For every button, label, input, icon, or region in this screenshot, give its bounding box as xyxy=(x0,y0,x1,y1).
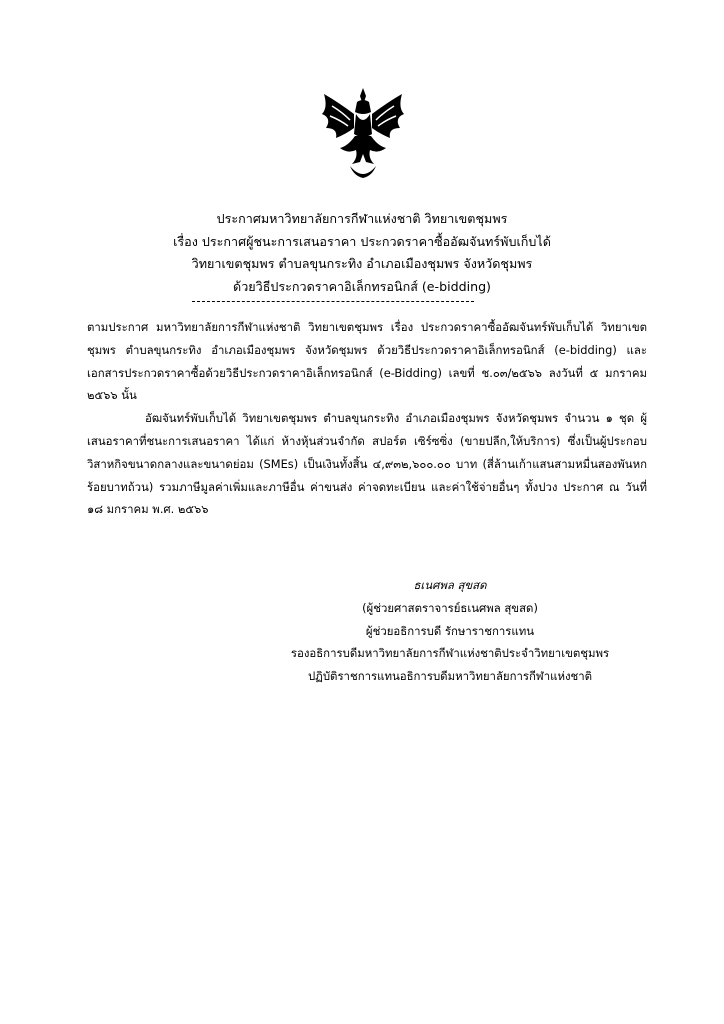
signature-position-1: ผู้ช่วยอธิการบดี รักษาราชการแทน xyxy=(365,623,535,638)
announcement-title-line-4: ด้วยวิธีประกวดราคาอิเล็กทรอนิกส์ (e-bidding) xyxy=(233,278,491,294)
title-divider xyxy=(192,293,474,302)
signature-full-name: (ผู้ช่วยศาสตราจารย์ธเนศพล สุขสด) xyxy=(362,600,538,615)
garuda-emblem-icon xyxy=(318,84,408,184)
signature-block xyxy=(270,574,630,688)
signature-position-2: รองอธิการบดีมหาวิทยาลัยการกีฬาแห่งชาติประจำวิทยาเขตชุมพร xyxy=(290,646,610,661)
announcement-title-line-1: ประกาศมหาวิทยาลัยการกีฬาแห่งชาติ วิทยาเขตชุมพร xyxy=(216,211,508,226)
announcement-body xyxy=(87,316,647,521)
signature-signed-name: ธเนศพล สุขสด xyxy=(413,578,487,592)
announcement-title xyxy=(0,208,724,298)
announcement-title-line-2: เรื่อง ประกาศผู้ชนะการเสนอราคา ประกวดราคาซื้ออัฒจันทร์พับเก็บได้ xyxy=(173,233,551,249)
body-paragraph-1: ตามประกาศ มหาวิทยาลัยการกีฬาแห่งชาติ วิทยาเขตชุมพร เรื่อง ประกวดราคาซื้ออัฒจันทร์พับเก็บได้ วิทยาเขตชุมพร ตำบลขุนกระทิง อำเภอเมืองชุมพร จังหวัดชุมพร ด้วยวิธีประกวดราคาอิเล็กทรอนิกส์ (e-bidding) และเอกสารประกวดราคาซื้อด้วยวิธีประกวดราคาอิเล็กทรอนิกส์ (e-Bidding) เลขที่ ช.๐๓/๒๕๖๖ ลงวันที่ ๕ มกราคม ๒๕๖๖ นั้น xyxy=(87,320,647,403)
body-paragraph-2: อัฒจันทร์พับเก็บได้ วิทยาเขตชุมพร ตำบลขุนกระทิง อำเภอเมืองชุมพร จังหวัดชุมพร จำนวน ๑ ชุด ผู้เสนอราคาที่ชนะการเสนอราคา ได้แก่ ห้างหุ้นส่วนจำกัด สปอร์ต เซิร์ซซิ่ง (ขายปลีก,ให้บริการ) ซึ่งเป็นผู้ประกอบวิสาหกิจขนาดกลางและขนาดย่อม (SMEs) เป็นเงินทั้งสิ้น ๔,๙๓๒,๖๐๐.๐๐ บาท (สี่ล้านเก้าแสนสามหมื่นสองพันหกร้อยบาทถ้วน) รวมภาษีมูลค่าเพิ่มและภาษีอื่น ค่าขนส่ง ค่าจดทะเบียน และค่าใช้จ่ายอื่นๆ ทั้งปวง ประกาศ ณ วันที่ ๑๘ มกราคม พ.ศ. ๒๕๖๖ xyxy=(87,411,647,517)
signature-position-3: ปฏิบัติราชการแทนอธิการบดีมหาวิทยาลัยการกีฬาแห่งชาติ xyxy=(307,669,593,684)
announcement-title-line-3: วิทยาเขตชุมพร ตำบลขุนกระทิง อำเภอเมืองชุมพร จังหวัดชุมพร xyxy=(191,256,533,271)
